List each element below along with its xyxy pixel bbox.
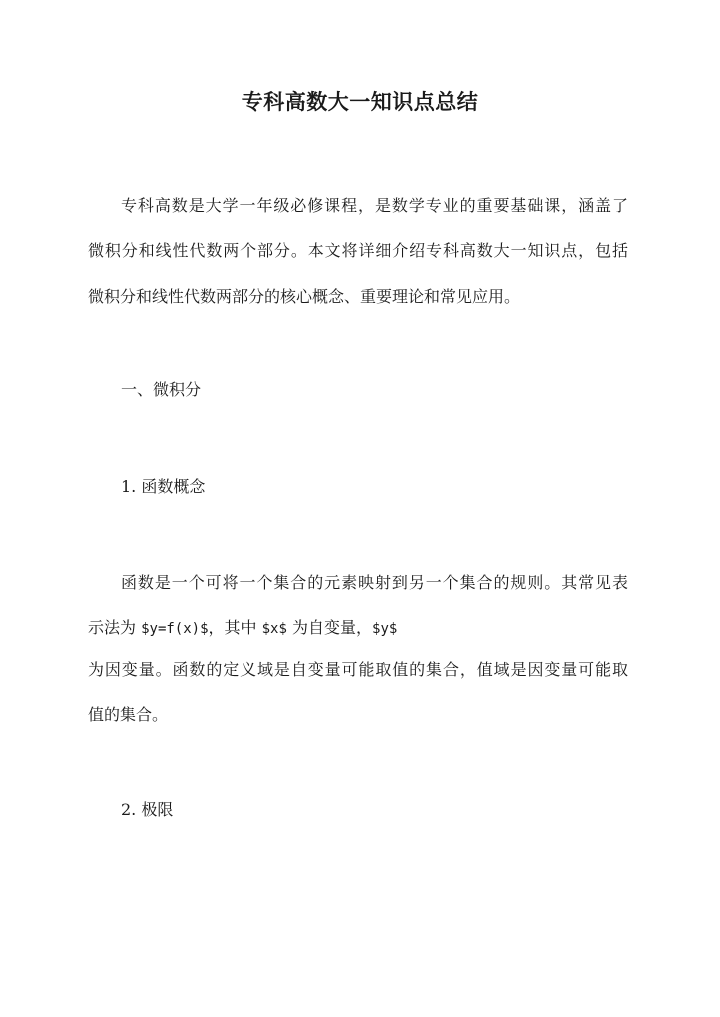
document-title: 专科高数大一知识点总结 — [241, 89, 479, 114]
function-paragraph-line-1: 函数是一个可将一个集合的元素映射到另一个集合的规则。其常见表 — [121, 573, 628, 592]
function-paragraph-line-3: 为因变量。函数的定义域是自变量可能取值的集合，值域是因变量可能取 — [88, 660, 628, 679]
line2-text-c: ，其中 — [208, 618, 262, 637]
math-y-equals-f-x: $y=f(x)$ — [141, 621, 209, 637]
intro-line-2: 微积分和线性代数两个部分。本文将详细介绍专科高数大一知识点，包括 — [88, 241, 628, 260]
subsection-heading-function-concept: 1. 函数概念 — [121, 477, 206, 496]
subsection-heading-limit: 2. 极限 — [121, 800, 174, 819]
function-paragraph-line-4: 值的集合。 — [88, 705, 169, 724]
line2-text-e: 为自变量， — [286, 618, 373, 637]
math-y: $y$ — [372, 621, 398, 637]
intro-line-1: 专科高数是大学一年级必修课程，是数学专业的重要基础课，涵盖了 — [121, 196, 628, 215]
math-x: $x$ — [261, 621, 287, 637]
section-heading-calculus: 一、微积分 — [121, 380, 202, 399]
intro-line-3: 微积分和线性代数两部分的核心概念、重要理论和常见应用。 — [88, 287, 521, 306]
function-paragraph-line-2 — [88, 618, 397, 639]
line2-text-a: 示法为 — [88, 618, 142, 637]
